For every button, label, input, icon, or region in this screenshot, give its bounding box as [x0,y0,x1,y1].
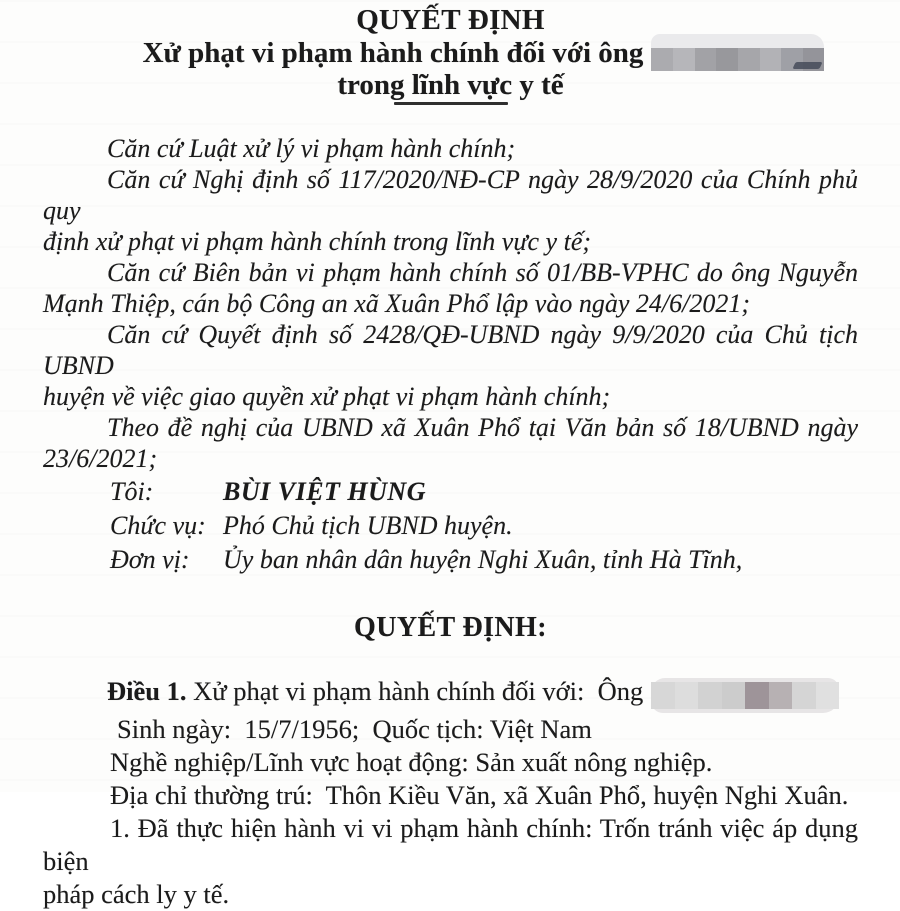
officer-row [43,544,858,576]
officer-row [43,510,858,542]
issuing-officer-section [43,476,858,576]
officer-label: Đơn vị: [110,545,190,574]
officer-name: BÙI VIỆT HÙNG [223,477,426,506]
decision-heading: QUYẾT ĐỊNH: [354,612,547,643]
article-1-intro-text: Xử phạt vi phạm hành chính đối với: Ông [193,676,644,706]
article-1-lead-line [43,675,858,713]
officer-row [43,476,858,508]
article-1-violation-line: 1. Đã thực hiện hành vi vi phạm hành chính: Trốn tránh việc áp dụng biện [43,812,865,876]
preamble-paragraph-line: Theo đề nghị của UBND xã Xuân Phổ tại Văn bản số 18/UBND ngày [107,413,858,442]
preamble-paragraph-line: định xử phạt vi phạm hành chính trong lĩnh vực y tế; [43,227,592,256]
preamble-paragraph-line: huyện về việc giao quyền xử phạt vi phạm hành chính; [43,382,611,411]
document-title: QUYẾT ĐỊNH [356,4,545,36]
title-underline-rule [394,102,508,105]
article-1-detail-line: Nghề nghiệp/Lĩnh vực hoạt động: Sản xuất nông nghiệp. [110,746,713,777]
title-subject-text: Xử phạt vi phạm hành chính đối với ông [142,37,644,69]
preamble-paragraph-line: 23/6/2021; [43,444,158,473]
preamble-paragraph-line: Căn cứ Luật xử lý vi phạm hành chính; [107,134,516,163]
preamble-paragraph-line: Căn cứ Biên bản vi phạm hành chính số 01/BB-VPHC do ông Nguyễn [107,258,858,287]
article-1-violation-line: pháp cách ly y tế. [43,878,230,909]
redacted-name-blur [651,678,839,713]
preamble-paragraph-line: Căn cứ Quyết định số 2428/QĐ-UBND ngày 9/9/2020 của Chủ tịch UBND [43,320,858,380]
article-1-section [43,675,865,911]
title-subject-line [76,34,891,71]
preamble-paragraph-line: Mạnh Thiệp, cán bộ Công an xã Xuân Phổ lập vào ngày 24/6/2021; [43,289,750,318]
preamble-paragraph-line: Căn cứ Nghị định số 117/2020/NĐ-CP ngày 28/9/2020 của Chính phủ quy [43,165,858,225]
officer-label: Tôi: [110,477,154,506]
officer-unit: Ủy ban nhân dân huyện Nghi Xuân, tỉnh Hà Tĩnh, [223,545,743,574]
officer-label: Chức vụ: [110,511,206,540]
article-1-detail-line: Sinh ngày: 15/7/1956; Quốc tịch: Việt Nam [117,713,592,744]
article-1-detail-line: Địa chỉ thường trú: Thôn Kiều Văn, xã Xuân Phổ, huyện Nghi Xuân. [110,779,849,810]
preamble-section [43,133,858,474]
redacted-name-blur [651,34,824,71]
title-field-line: trong lĩnh vực y tế [337,69,564,101]
officer-position: Phó Chủ tịch UBND huyện. [223,511,513,540]
article-1-label: Điều 1. [107,676,187,706]
